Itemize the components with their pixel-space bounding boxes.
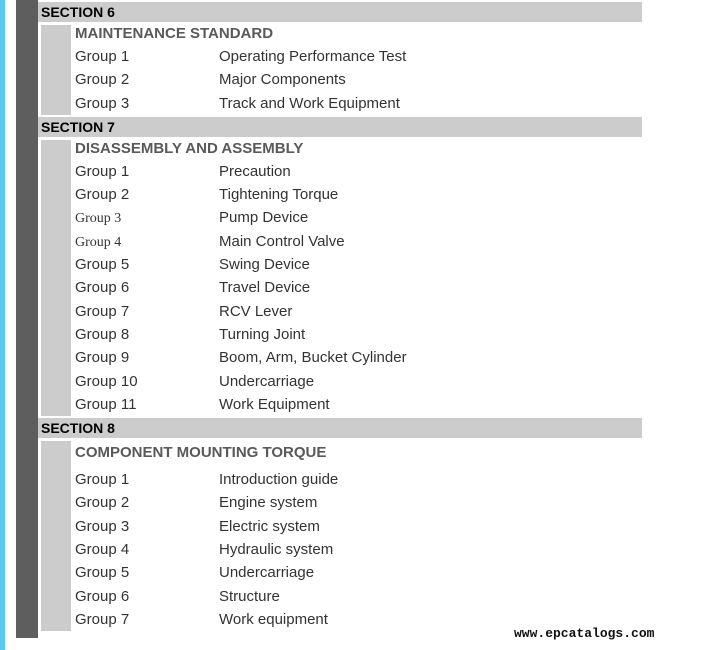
toc-row[interactable] [75,276,642,299]
toc-row[interactable] [75,538,642,561]
group-title: Tightening Torque [219,186,339,204]
toc-row[interactable] [75,68,642,91]
group-label: Group 2 [75,71,130,89]
section-7-title: DISASSEMBLY AND ASSEMBLY [75,139,304,157]
group-label: Group 4 [75,234,122,250]
toc-row[interactable] [75,491,642,514]
group-title: Work equipment [219,610,328,628]
group-label: Group 1 [75,48,130,65]
toc-row[interactable] [75,92,642,115]
section-7-body [38,137,642,416]
group-title: Engine system [219,494,318,512]
group-label: Group 2 [75,494,130,512]
group-label: Group 3 [75,211,122,227]
group-title: Major Components [219,71,346,89]
table-of-contents [38,0,642,631]
group-label: Group 3 [75,517,130,535]
group-label: Group 7 [75,610,130,628]
toc-row[interactable] [75,393,642,416]
section-7-header: SECTION 7 [38,117,642,137]
section-8-header: SECTION 8 [38,418,642,438]
group-label: Group 3 [75,94,130,112]
group-title: Precaution [219,162,291,180]
group-label: Group 10 [75,372,138,390]
toc-row[interactable] [75,468,642,491]
group-title: Boom, Arm, Bucket Cylinder [219,349,407,367]
group-label: Group 4 [75,541,130,559]
group-title: Electric system [219,517,320,535]
toc-row[interactable] [75,585,642,608]
group-title: Main Control Valve [219,232,345,250]
group-title: Structure [219,587,280,605]
group-label: Group 6 [75,279,130,297]
section-8-body [38,438,642,631]
toc-row[interactable] [75,160,642,183]
group-label: Group 1 [75,162,130,180]
group-label: Group 5 [75,564,130,582]
section-6-header: SECTION 6 [38,2,642,22]
group-title: Track and Work Equipment [219,94,400,112]
toc-row[interactable] [75,515,642,538]
group-title: Pump Device [219,209,309,227]
group-title: Undercarriage [219,372,315,390]
group-label: Group 8 [75,325,130,343]
group-title: Swing Device [219,256,310,274]
group-title: Turning Joint [219,325,306,343]
toc-row[interactable] [75,323,642,346]
group-label: Group 7 [75,302,130,320]
group-label: Group 1 [75,471,130,489]
group-label: Group 11 [75,395,137,413]
toc-row[interactable] [75,370,642,393]
toc-row[interactable] [75,253,642,276]
section-6-title: MAINTENANCE STANDARD [75,25,274,42]
group-label: Group 6 [75,587,130,605]
toc-row[interactable] [75,230,642,253]
toc-row[interactable] [75,206,642,229]
left-edge-stripe [0,0,5,650]
group-title: Travel Device [219,279,311,297]
toc-row[interactable] [75,300,642,323]
toc-row[interactable] [75,183,642,206]
watermark-text: www.epcatalogs.com [514,626,655,641]
group-title: Introduction guide [219,471,339,489]
group-title: Work Equipment [219,395,330,413]
section-8-title: COMPONENT MOUNTING TORQUE [75,444,327,462]
toc-row[interactable] [75,45,642,68]
group-title: RCV Lever [219,302,293,320]
toc-row[interactable] [75,346,642,369]
group-label: Group 5 [75,256,130,274]
group-label: Group 2 [75,186,130,204]
group-label: Group 9 [75,349,130,367]
toc-row[interactable] [75,561,642,584]
group-title: Operating Performance Test [219,48,407,65]
group-title: Hydraulic system [219,541,334,559]
group-title: Undercarriage [219,564,315,582]
left-dark-bar [16,0,38,638]
section-6-body [38,22,642,115]
